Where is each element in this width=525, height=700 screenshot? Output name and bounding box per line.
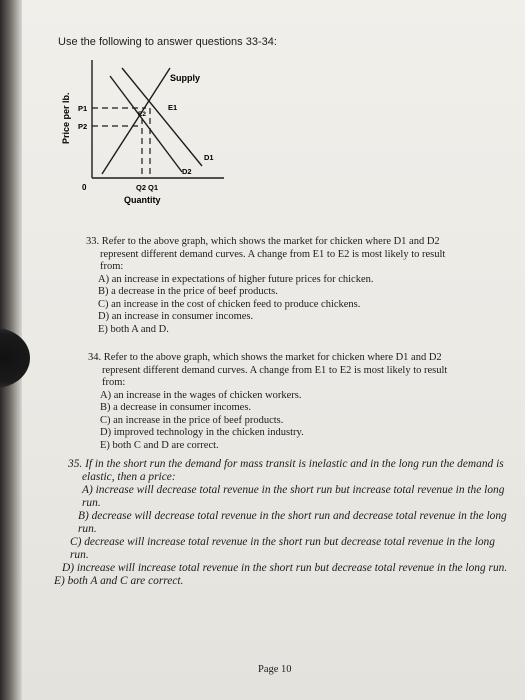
question-34-stem: 34. Refer to the above graph, which shows the market for chicken where D1 and D2 represent different demand curves. A change from E1 to E2 is most likely to result from: [88, 352, 448, 388]
question-33-option-d: D) an increase in consumer incomes. [98, 311, 254, 322]
origin-label: 0 [82, 183, 87, 192]
question-35 [54, 458, 508, 588]
question-35-option-e: E) both A and C are correct. [54, 575, 184, 587]
p2-label: P2 [78, 122, 88, 131]
q2-label: Q2 [136, 183, 147, 192]
question-33-option-a: A) an increase in expectations of higher future prices for chicken. [98, 273, 374, 285]
question-34 [88, 352, 460, 452]
question-34-option-a: A) an increase in the wages of chicken workers. [100, 389, 302, 401]
e2-label: E2 [138, 111, 146, 118]
question-35-option-c: C) decrease will increase total revenue in the short run but decrease total revenue in the long run. [70, 536, 495, 561]
d2-label: D2 [182, 167, 192, 176]
supply-label: Supply [170, 73, 201, 83]
x-axis-label: Quantity [124, 195, 161, 205]
d1-label: D1 [204, 153, 214, 162]
page-number: Page 10 [258, 664, 292, 675]
supply-curve [102, 68, 170, 174]
question-33-option-b: B) a decrease in the price of beef products. [98, 286, 278, 297]
question-33 [86, 236, 458, 336]
question-33-stem: 33. Refer to the above graph, which shows the market for chicken where D1 and D2 represent different demand curves. A change from E1 to E2 is most likely to result from: [86, 236, 446, 272]
question-34-option-c: C) an increase in the price of beef products. [100, 414, 284, 426]
question-35-option-d: D) increase will increase total revenue in the short run but decrease total revenue in the long run. [62, 562, 508, 574]
question-35-stem: 35. If in the short run the demand for mass transit is inelastic and in the long run the demand is elastic, then a price: [68, 458, 504, 483]
question-33-option-e: E) both A and D. [98, 323, 169, 335]
question-34-option-e: E) both C and D are correct. [100, 439, 219, 451]
q1-label: Q1 [148, 183, 159, 192]
p1-label: P1 [78, 104, 88, 113]
question-34-option-b: B) a decrease in consumer incomes. [100, 402, 252, 413]
supply-demand-graph [52, 56, 232, 206]
question-33-option-c: C) an increase in the cost of chicken feed to produce chickens. [98, 298, 361, 310]
question-35-option-b: B) decrease will decrease total revenue in the short run and decrease total revenue in the long run. [78, 510, 507, 535]
question-34-option-d: D) improved technology in the chicken industry. [100, 427, 304, 438]
demand-curve-d2 [110, 76, 182, 172]
e1-label: E1 [168, 103, 178, 112]
intro-text: Use the following to answer questions 33-34: [58, 36, 277, 48]
y-axis-label: Price per lb. [61, 92, 71, 144]
question-35-option-a: A) increase will decrease total revenue in the short run but increase total revenue in the long run. [82, 484, 505, 509]
